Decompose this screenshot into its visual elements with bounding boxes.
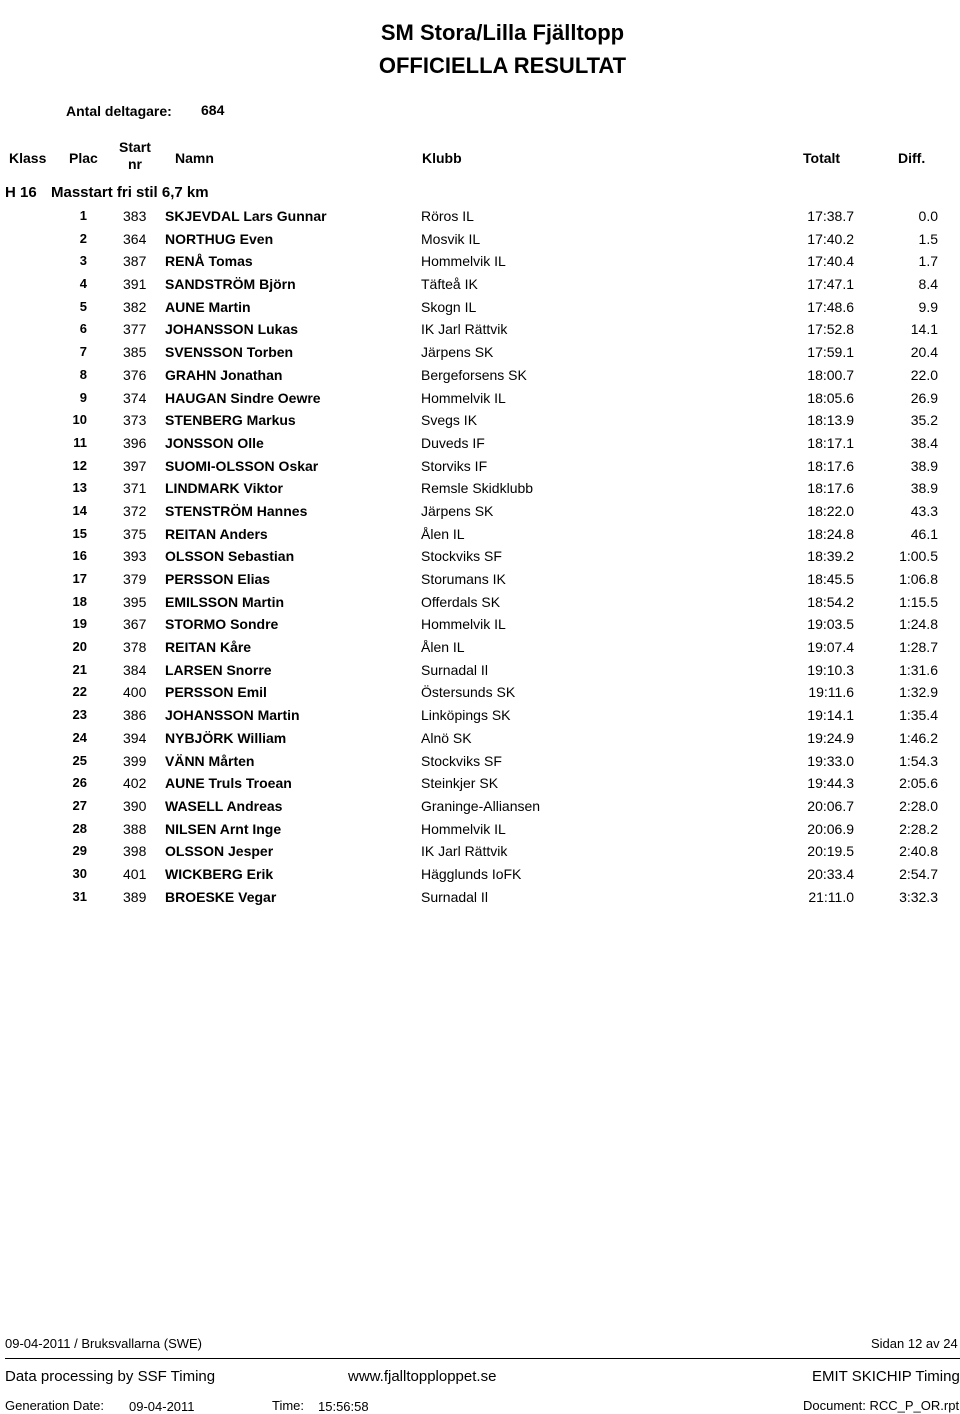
result-name: NYBJÖRK William (165, 729, 287, 746)
result-name: VÄNN Mårten (165, 752, 255, 769)
result-plac: 24 (72, 729, 87, 745)
result-name: PERSSON Emil (165, 684, 267, 701)
result-club: Surnadal Il (421, 888, 488, 905)
result-diff: 1:31.6 (899, 661, 938, 678)
result-diff: 1:46.2 (899, 729, 938, 746)
result-diff: 38.4 (910, 434, 938, 451)
table-row (0, 636, 960, 659)
result-club: Järpens SK (421, 502, 494, 519)
class-description: Masstart fri stil 6,7 km (51, 184, 209, 201)
result-diff: 1:24.8 (899, 616, 938, 633)
column-header-totalt: Totalt (803, 150, 841, 166)
result-total: 18:24.8 (807, 525, 854, 542)
table-row (0, 545, 960, 568)
result-club: Skogn IL (421, 298, 477, 315)
result-start-nr: 364 (123, 230, 147, 247)
result-name: JOHANSSON Lukas (165, 321, 299, 338)
result-name: AUNE Truls Troean (165, 775, 292, 792)
result-name: JONSSON Olle (165, 434, 264, 451)
page-subtitle: OFFICIELLA RESULTAT (378, 53, 627, 78)
table-row (0, 704, 960, 727)
result-club: Graninge-Alliansen (421, 797, 541, 814)
result-club: Bergeforsens SK (421, 366, 527, 383)
table-row (0, 818, 960, 841)
result-total: 17:52.8 (807, 321, 854, 338)
result-diff: 1.5 (918, 230, 938, 247)
result-club: Hommelvik IL (421, 389, 506, 406)
footer-timing: EMIT SKICHIP Timing (812, 1368, 960, 1385)
result-total: 18:54.2 (807, 593, 854, 610)
result-plac: 27 (72, 797, 87, 813)
table-row (0, 387, 960, 410)
result-plac: 4 (79, 276, 87, 292)
result-name: WASELL Andreas (165, 797, 283, 814)
result-start-nr: 394 (123, 729, 147, 746)
result-start-nr: 385 (123, 344, 147, 361)
table-row (0, 250, 960, 273)
result-start-nr: 373 (123, 412, 147, 429)
result-start-nr: 402 (123, 775, 147, 792)
result-diff: 43.3 (910, 502, 938, 519)
result-diff: 1:28.7 (899, 639, 938, 656)
result-start-nr: 374 (123, 389, 147, 406)
result-total: 20:33.4 (807, 865, 854, 882)
table-row (0, 523, 960, 546)
result-name: WICKBERG Erik (165, 865, 274, 882)
table-row (0, 228, 960, 251)
result-diff: 2:28.0 (899, 797, 938, 814)
result-total: 20:06.9 (807, 820, 854, 837)
column-header-klubb: Klubb (422, 150, 462, 166)
result-start-nr: 371 (123, 480, 147, 497)
result-plac: 5 (79, 298, 87, 314)
result-plac: 29 (72, 843, 87, 859)
table-row (0, 318, 960, 341)
result-name: AUNE Martin (165, 298, 251, 315)
table-row (0, 591, 960, 614)
result-diff: 2:54.7 (899, 865, 938, 882)
result-start-nr: 367 (123, 616, 147, 633)
result-start-nr: 401 (123, 865, 147, 882)
result-club: Remsle Skidklubb (421, 480, 534, 497)
result-club: Surnadal Il (421, 661, 488, 678)
result-club: Duveds IF (421, 434, 485, 451)
table-row (0, 409, 960, 432)
result-club: Hommelvik IL (421, 820, 506, 837)
result-diff: 1:15.5 (899, 593, 938, 610)
result-club: Ålen IL (421, 639, 465, 656)
result-name: OLSSON Jesper (165, 843, 274, 860)
result-total: 18:17.6 (807, 480, 854, 497)
result-plac: 25 (72, 752, 87, 768)
result-name: JOHANSSON Martin (165, 707, 300, 724)
result-total: 17:48.6 (807, 298, 854, 315)
result-start-nr: 396 (123, 434, 147, 451)
result-plac: 11 (73, 434, 87, 450)
result-diff: 8.4 (918, 276, 938, 293)
result-diff: 20.4 (910, 344, 938, 361)
table-row (0, 795, 960, 818)
result-name: EMILSSON Martin (165, 593, 285, 610)
result-club: Svegs IK (421, 412, 478, 429)
table-row (0, 341, 960, 364)
result-total: 19:24.9 (807, 729, 854, 746)
column-header-plac: Plac (69, 150, 98, 166)
column-header-klass: Klass (9, 150, 47, 166)
result-plac: 12 (72, 457, 87, 473)
result-plac: 20 (72, 639, 87, 655)
footer-divider (5, 1358, 960, 1359)
result-total: 17:47.1 (807, 276, 854, 293)
result-start-nr: 378 (123, 639, 147, 656)
result-name: LARSEN Snorre (165, 661, 272, 678)
result-start-nr: 377 (123, 321, 147, 338)
footer-document: Document: RCC_P_OR.rpt (803, 1398, 960, 1413)
participants-label: Antal deltagare: (66, 103, 172, 119)
table-row (0, 750, 960, 773)
table-row (0, 500, 960, 523)
result-club: Ålen IL (421, 525, 465, 542)
result-diff: 1:06.8 (899, 571, 938, 587)
result-club: Röros IL (421, 208, 474, 224)
table-row (0, 273, 960, 296)
result-total: 19:14.1 (807, 707, 854, 724)
result-name: REITAN Anders (165, 525, 268, 542)
result-name: SANDSTRÖM Björn (165, 276, 296, 293)
result-plac: 13 (72, 480, 87, 496)
table-row (0, 432, 960, 455)
result-start-nr: 388 (123, 820, 147, 837)
result-name: RENÅ Tomas (165, 253, 253, 270)
result-plac: 3 (79, 253, 87, 269)
footer-generation-label: Generation Date: (5, 1398, 105, 1413)
result-total: 18:05.6 (807, 389, 854, 406)
result-plac: 8 (79, 366, 87, 382)
result-total: 20:06.7 (807, 797, 854, 814)
result-name: GRAHN Jonathan (165, 366, 283, 383)
table-row (0, 863, 960, 886)
result-plac: 9 (79, 389, 87, 405)
result-club: Storumans IK (421, 571, 506, 587)
result-start-nr: 389 (123, 888, 147, 905)
result-plac: 10 (72, 412, 87, 428)
result-start-nr: 391 (123, 276, 147, 293)
result-start-nr: 393 (123, 548, 147, 565)
result-total: 18:00.7 (807, 366, 854, 383)
result-start-nr: 400 (123, 684, 147, 701)
footer-date-place: 09-04-2011 / Bruksvallarna (SWE) (5, 1336, 203, 1351)
column-header-start-line1: Start (119, 139, 151, 155)
result-diff: 14.1 (910, 321, 938, 338)
table-row (0, 568, 960, 591)
result-start-nr: 384 (123, 661, 147, 678)
result-total: 19:11.6 (808, 684, 854, 701)
result-total: 17:40.2 (807, 230, 854, 247)
table-row (0, 205, 960, 228)
result-club: Stockviks SF (421, 548, 502, 565)
result-name: PERSSON Elias (165, 571, 271, 587)
result-diff: 2:28.2 (899, 820, 938, 837)
results-table (0, 205, 960, 908)
result-name: STENSTRÖM Hannes (165, 502, 308, 519)
result-total: 20:19.5 (807, 843, 854, 860)
result-diff: 9.9 (918, 298, 938, 315)
result-plac: 6 (79, 321, 87, 337)
result-club: Hägglunds IoFK (421, 865, 522, 882)
result-club: Linköpings SK (421, 707, 511, 724)
result-start-nr: 387 (123, 253, 147, 270)
result-plac: 14 (72, 502, 87, 518)
result-diff: 22.0 (910, 366, 938, 383)
result-plac: 22 (72, 684, 87, 700)
result-club: IK Jarl Rättvik (421, 843, 508, 860)
result-start-nr: 395 (123, 593, 147, 610)
result-name: NORTHUG Even (165, 230, 274, 247)
result-name: REITAN Kåre (165, 639, 252, 656)
result-name: SUOMI-OLSSON Oskar (165, 457, 319, 474)
table-row (0, 886, 960, 909)
result-start-nr: 375 (123, 525, 147, 542)
result-start-nr: 382 (123, 298, 147, 315)
result-start-nr: 379 (123, 571, 147, 587)
result-total: 17:40.4 (807, 253, 854, 270)
column-header-start-nr (119, 139, 151, 173)
result-plac: 1 (79, 208, 87, 223)
result-total: 18:17.6 (807, 457, 854, 474)
footer-time-value: 15:56:58 (318, 1399, 369, 1414)
result-total: 21:11.0 (808, 888, 854, 905)
result-total: 18:22.0 (807, 502, 854, 519)
result-club: Hommelvik IL (421, 616, 506, 633)
result-club: Stockviks SF (421, 752, 502, 769)
result-diff: 2:40.8 (899, 843, 938, 860)
column-header-namn: Namn (175, 150, 214, 166)
result-total: 19:03.5 (807, 616, 854, 633)
result-plac: 28 (72, 820, 87, 836)
result-name: LINDMARK Viktor (165, 480, 283, 497)
footer-website-link[interactable]: www.fjalltopploppet.se (348, 1368, 497, 1385)
result-club: Steinkjer SK (421, 775, 499, 792)
result-plac: 31 (72, 888, 87, 904)
result-name: BROESKE Vegar (165, 888, 277, 905)
result-diff: 1.7 (918, 253, 938, 270)
participants-count: 684 (201, 102, 225, 118)
result-start-nr: 390 (123, 797, 147, 814)
result-start-nr: 399 (123, 752, 147, 769)
result-club: Mosvik IL (421, 230, 481, 247)
result-diff: 35.2 (910, 412, 938, 429)
result-total: 19:07.4 (807, 639, 854, 656)
result-club: Hommelvik IL (421, 253, 506, 270)
result-total: 19:10.3 (807, 661, 854, 678)
result-start-nr: 386 (123, 707, 147, 724)
result-name: SVENSSON Torben (165, 344, 294, 361)
result-name: SKJEVDAL Lars Gunnar (165, 208, 327, 224)
result-plac: 2 (79, 230, 87, 246)
result-name: OLSSON Sebastian (165, 548, 295, 565)
result-club: Järpens SK (421, 344, 494, 361)
result-diff: 0.0 (918, 208, 938, 224)
result-diff: 1:32.9 (899, 684, 938, 701)
result-club: Offerdals SK (421, 593, 501, 610)
table-row (0, 727, 960, 750)
footer-time-label: Time: (272, 1398, 305, 1413)
result-plac: 30 (72, 865, 87, 881)
footer-data-processing: Data processing by SSF Timing (5, 1368, 216, 1385)
result-name: HAUGAN Sindre Oewre (165, 389, 321, 406)
result-club: Östersunds SK (421, 684, 516, 701)
table-row (0, 772, 960, 795)
result-start-nr: 398 (123, 843, 147, 860)
table-row (0, 659, 960, 682)
footer-page-number: Sidan 12 av 24 (871, 1336, 958, 1351)
result-total: 18:45.5 (807, 571, 854, 587)
result-total: 17:59.1 (807, 344, 854, 361)
result-club: Alnö SK (421, 729, 472, 746)
result-start-nr: 376 (123, 366, 147, 383)
page-title: SM Stora/Lilla Fjälltopp (380, 20, 625, 45)
result-start-nr: 397 (123, 457, 147, 474)
result-diff: 26.9 (910, 389, 938, 406)
result-total: 18:13.9 (807, 412, 854, 429)
result-diff: 1:35.4 (899, 707, 938, 724)
table-row (0, 364, 960, 387)
result-start-nr: 383 (123, 208, 147, 224)
result-plac: 26 (72, 775, 87, 791)
result-plac: 15 (72, 525, 87, 541)
result-plac: 17 (72, 571, 87, 586)
result-total: 18:39.2 (807, 548, 854, 565)
result-total: 17:38.7 (807, 208, 854, 224)
result-start-nr: 372 (123, 502, 147, 519)
result-plac: 23 (72, 707, 87, 723)
result-plac: 18 (72, 593, 87, 609)
table-row (0, 613, 960, 636)
result-name: STENBERG Markus (165, 412, 296, 429)
result-total: 19:33.0 (807, 752, 854, 769)
result-diff: 3:32.3 (899, 888, 938, 905)
column-header-start-line2: nr (127, 156, 142, 172)
footer-generation-date: 09-04-2011 (129, 1399, 195, 1414)
result-diff: 1:00.5 (899, 548, 938, 565)
result-total: 19:44.3 (807, 775, 854, 792)
result-club: Täfteå IK (421, 276, 478, 293)
table-row (0, 840, 960, 863)
result-diff: 46.1 (910, 525, 938, 542)
result-plac: 19 (72, 616, 87, 632)
result-name: STORMO Sondre (165, 616, 279, 633)
result-name: NILSEN Arnt Inge (165, 820, 282, 837)
result-diff: 2:05.6 (899, 775, 938, 792)
table-row (0, 681, 960, 704)
result-diff: 38.9 (910, 457, 938, 474)
result-plac: 7 (79, 344, 87, 360)
result-plac: 21 (72, 661, 87, 677)
result-club: IK Jarl Rättvik (421, 321, 508, 338)
table-row (0, 455, 960, 478)
class-name: H 16 (5, 184, 37, 201)
table-row (0, 296, 960, 319)
result-total: 18:17.1 (807, 434, 854, 451)
table-row (0, 477, 960, 500)
result-club: Storviks IF (421, 457, 488, 474)
result-diff: 38.9 (910, 480, 938, 497)
column-header-diff: Diff. (898, 150, 926, 166)
result-plac: 16 (72, 548, 87, 564)
result-diff: 1:54.3 (899, 752, 938, 769)
